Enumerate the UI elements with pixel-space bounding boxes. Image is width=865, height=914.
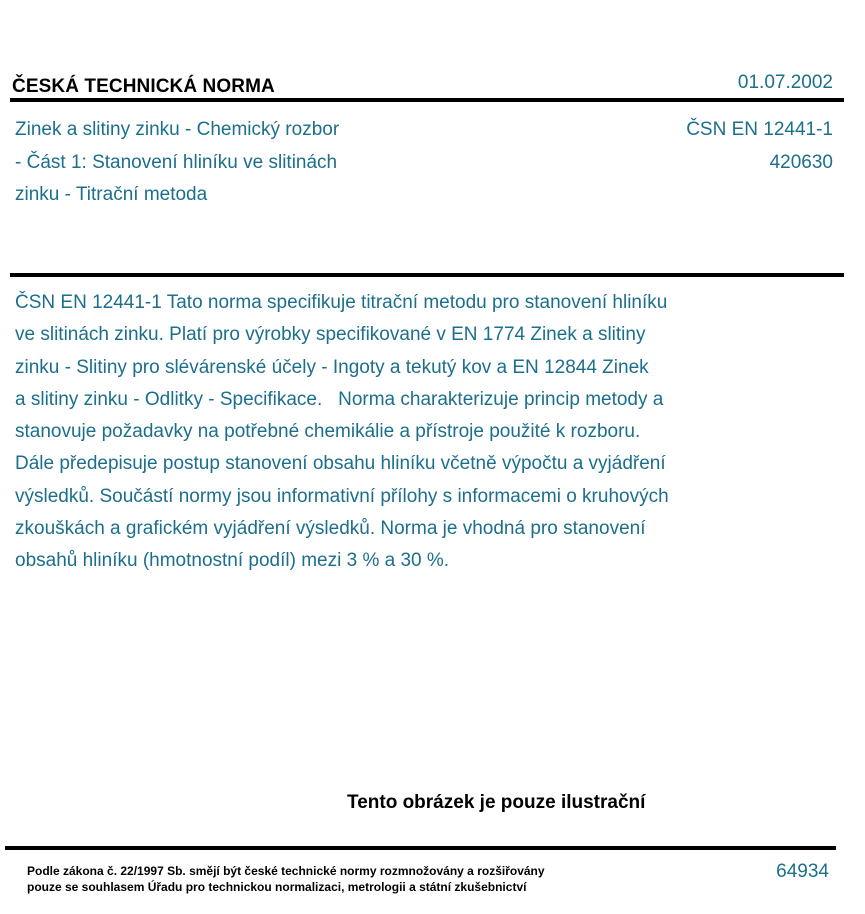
abstract-line: a slitiny zinku - Odlitky - Specifikace. Norma charakterizuje princip metody a bbox=[15, 388, 664, 410]
classification-code: 420630 bbox=[769, 151, 833, 173]
abstract-line: ve slitinách zinku. Platí pro výrobky specifikované v EN 1774 Zinek a slitiny bbox=[15, 324, 646, 346]
issue-date: 01.07.2002 bbox=[737, 72, 833, 93]
abstract-line: obsahů hliníku (hmotnostní podíl) mezi 3 % a 30 %. bbox=[15, 550, 450, 572]
middle-divider bbox=[10, 273, 844, 277]
abstract-line: stanovuje požadavky na potřebné chemikálie a přístroje použité k rozboru. bbox=[15, 421, 641, 443]
standard-title bbox=[15, 114, 415, 212]
abstract-line: výsledků. Součástí normy jsou informativní přílohy s informacemi o kruhových bbox=[15, 485, 669, 507]
illustration-note: Tento obrázek je pouze ilustrační bbox=[347, 792, 646, 813]
document-heading: ČESKÁ TECHNICKÁ NORMA bbox=[12, 76, 275, 97]
standard-designation: ČSN EN 12441-1 bbox=[686, 119, 833, 140]
bottom-divider bbox=[5, 846, 836, 850]
legal-notice-line: pouze se souhlasem Úřadu pro technickou normalizaci, metrologii a státní zkušebnictví bbox=[27, 880, 527, 894]
abstract-text bbox=[15, 287, 775, 578]
standard-title-line: - Část 1: Stanovení hliníku ve slitinách bbox=[15, 151, 338, 173]
abstract-line: zkouškách a grafickém vyjádření výsledků. Norma je vhodná pro stanovení bbox=[15, 518, 646, 540]
legal-notice bbox=[27, 863, 587, 895]
abstract-line: Dále předepisuje postup stanovení obsahu hliníku včetně výpočtu a vyjádření bbox=[15, 453, 666, 475]
legal-notice-line: Podle zákona č. 22/1997 Sb. smějí být české technické normy rozmnožovány a rozšiřovány bbox=[27, 864, 545, 878]
abstract-line: ČSN EN 12441-1 Tato norma specifikuje titrační metodu pro stanovení hliníku bbox=[15, 292, 668, 313]
top-divider bbox=[10, 98, 844, 102]
standard-codes bbox=[686, 114, 833, 179]
standard-title-line: zinku - Titrační metoda bbox=[15, 184, 208, 205]
standard-title-line: Zinek a slitiny zinku - Chemický rozbor bbox=[15, 119, 340, 140]
catalog-number: 64934 bbox=[776, 861, 829, 882]
abstract-line: zinku - Slitiny pro slévárenské účely - Ingoty a tekutý kov a EN 12844 Zinek bbox=[15, 356, 649, 378]
